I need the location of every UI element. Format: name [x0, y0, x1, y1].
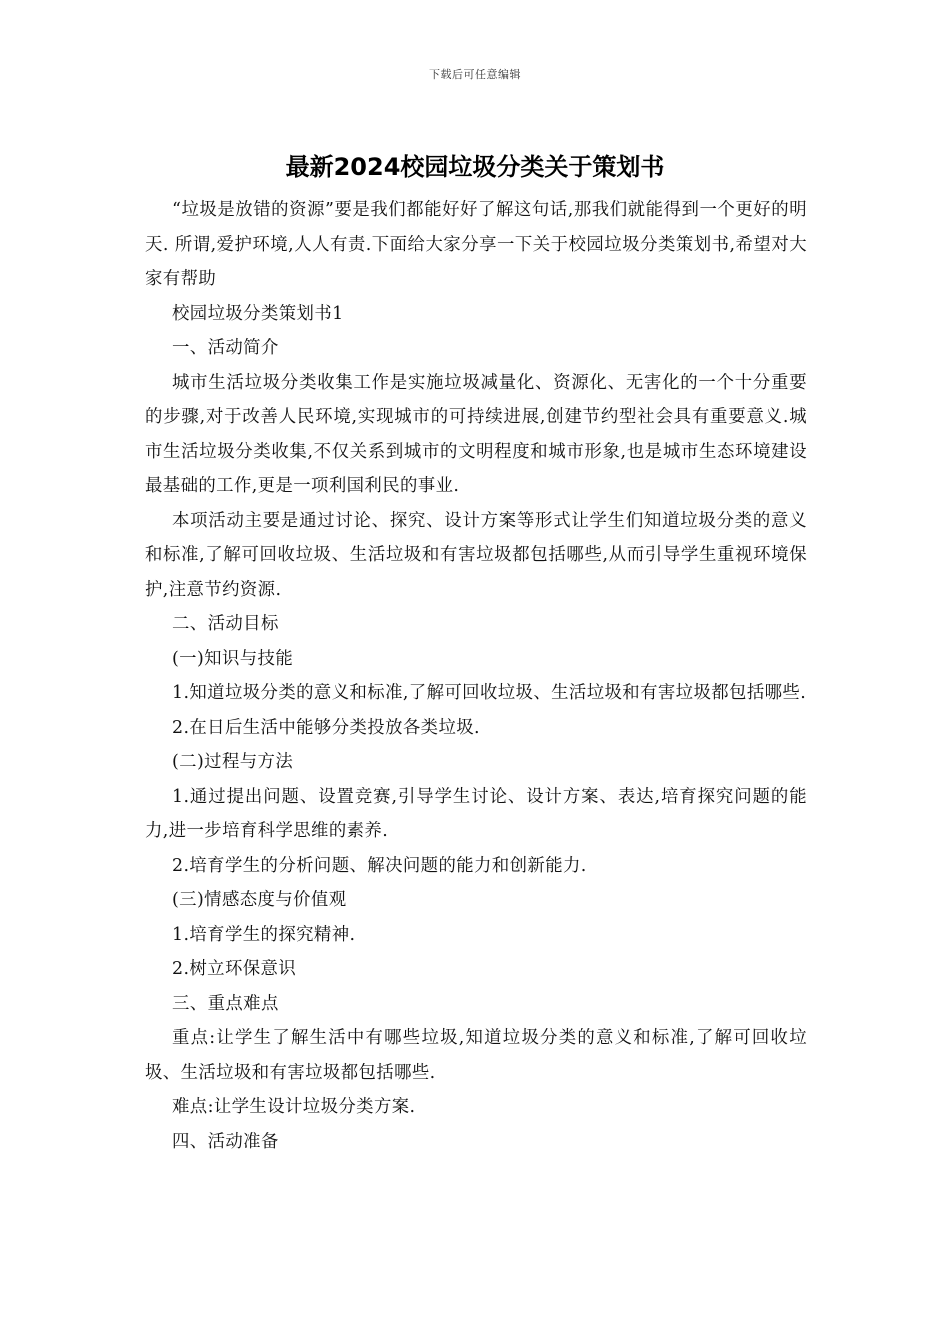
- subheading-attitude-values: (三)情感态度与价值观: [172, 890, 347, 910]
- list-item: 2.在日后生活中能够分类投放各类垃圾.: [172, 717, 480, 738]
- list-item: 1.知道垃圾分类的意义和标准,了解可回收垃圾、生活垃圾和有害垃圾都包括哪些.: [172, 683, 807, 703]
- paragraph-activity-purpose: 本项活动主要是通过讨论、探究、设计方案等形式让学生们知道垃圾分类的意义和标准,了解可回收垃圾、生活垃圾和有害垃圾都包括哪些,从而引导学生重视环境保护,注意节约资源.: [145, 510, 807, 600]
- list-item: 1.通过提出问题、设置竞赛,引导学生讨论、设计方案、表达,培育探究问题的能力,进一步培育科学思维的素养.: [145, 786, 807, 841]
- intro-paragraph: “垃圾是放错的资源”要是我们都能好好了解这句话,那我们就能得到一个更好的明天. 所谓,爱护环境,人人有责.下面给大家分享一下关于校园垃圾分类策划书,希望对大家有帮助: [145, 200, 807, 289]
- heading-activity-prep: 四、活动准备: [172, 1131, 279, 1152]
- heading-key-difficulties: 三、重点难点: [172, 993, 279, 1014]
- paragraph-city-garbage: 城市生活垃圾分类收集工作是实施垃圾减量化、资源化、无害化的一个十分重要的步骤,对于改善人民环境,实现城市的可持续进展,创建节约型社会具有重要意义.城市生活垃圾分类收集,不仅关系到城市的文明程度和城市形象,也是城市生态环境建设最基础的工作,更是一项利国利民的事业.: [145, 372, 807, 496]
- list-item: 2.树立环保意识: [172, 959, 297, 979]
- subheading-knowledge-skills: (一)知识与技能: [172, 648, 294, 669]
- document-title: 最新2024校园垃圾分类关于策划书: [285, 153, 665, 181]
- heading-activity-intro: 一、活动简介: [172, 338, 279, 358]
- list-item: 2.培育学生的分析问题、解决问题的能力和创新能力.: [172, 855, 587, 876]
- section-plan-heading: 校园垃圾分类策划书1: [172, 303, 344, 324]
- document-body: [145, 193, 807, 1159]
- heading-activity-goals: 二、活动目标: [172, 614, 279, 634]
- paragraph-difficulty: 难点:让学生设计垃圾分类方案.: [172, 1097, 416, 1117]
- subheading-process-method: (二)过程与方法: [172, 752, 294, 772]
- paragraph-key-point: 重点:让学生了解生活中有哪些垃圾,知道垃圾分类的意义和标准,了解可回收垃圾、生活垃圾和有害垃圾都包括哪些.: [145, 1028, 807, 1083]
- list-item: 1.培育学生的探究精神.: [172, 924, 356, 945]
- header-note: 下载后可任意编辑: [429, 68, 521, 81]
